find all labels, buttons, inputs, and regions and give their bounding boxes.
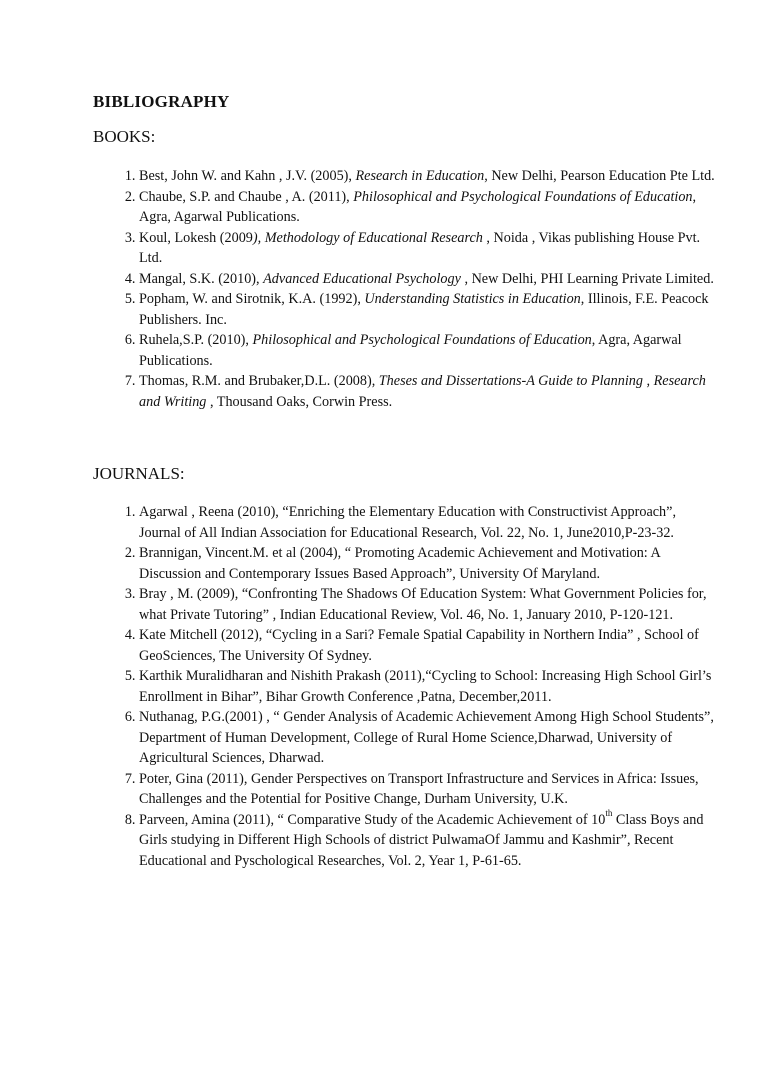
- book-reference-item: [139, 330, 719, 371]
- journal-reference-item: [139, 502, 719, 543]
- reference-text: Chaube, S.P. and Chaube , A. (2011),: [139, 188, 354, 205]
- reference-text: Parveen, Amina (2011), “ Comparative Study of the Academic Achievement of 10: [139, 811, 606, 828]
- journal-reference-item: [139, 807, 719, 872]
- reference-text: , Thousand Oaks, Corwin Press.: [206, 393, 393, 410]
- reference-text: , Agra, Agarwal Publications.: [139, 332, 682, 369]
- book-reference-item: [139, 228, 719, 269]
- journal-reference-item: [139, 625, 719, 666]
- reference-title: Understanding Statistics in Education: [364, 291, 581, 307]
- reference-text: Mangal, S.K. (2010),: [139, 270, 264, 287]
- book-reference-item: [139, 289, 719, 330]
- reference-text: , New Delhi, PHI Learning Private Limited.: [460, 270, 714, 287]
- reference-text: , Agra, Agarwal Publications.: [139, 188, 697, 225]
- reference-title: Theses and Dissertations-A Guide to Planning , Research and Writing: [139, 373, 706, 410]
- book-reference-item: [139, 371, 719, 412]
- reference-title: Philosophical and Psychological Foundations of Education: [353, 188, 693, 205]
- journal-reference-item: [139, 584, 719, 625]
- books-list: [93, 166, 719, 412]
- journal-reference-item: [139, 543, 719, 584]
- reference-text: Popham, W. and Sirotnik, K.A. (1992),: [139, 291, 365, 307]
- reference-title: Research in Education: [355, 168, 485, 184]
- reference-text: Brannigan, Vincent.M. et al (2004), “ Promoting Academic Achievement and Motivation: A Discussion and Contemporary Issues Based Approach”, University Of Maryland.: [139, 545, 660, 582]
- journals-list: [93, 502, 719, 871]
- reference-text: Nuthanag, P.G.(2001) , “ Gender Analysis of Academic Achievement Among High School Students”, Department of Human Development, College of Rural Home Science,Dharwad, University of Agricultural Sciences, Dharwad.: [139, 709, 714, 766]
- book-reference-item: [139, 187, 719, 228]
- reference-text: , Illinois, F.E. Peacock Publishers. Inc.: [139, 291, 709, 328]
- journal-reference-item: [139, 707, 719, 769]
- reference-text: , Noida , Vikas publishing House Pvt. Ltd.: [139, 229, 701, 266]
- reference-text: Thomas, R.M. and Brubaker,D.L. (2008),: [139, 373, 379, 389]
- reference-title: Philosophical and Psychological Foundations of Education: [252, 332, 592, 348]
- reference-text: Class Boys and Girls studying in Different High Schools of district PulwamaOf Jammu and Kashmir”, Recent Educational and Pyschological Researches, Vol. 2, Year 1, P-61-65.: [139, 811, 704, 869]
- superscript: th: [605, 807, 613, 818]
- book-reference-item: [139, 166, 719, 187]
- journal-reference-item: [139, 666, 719, 707]
- reference-text: Best, John W. and Kahn , J.V. (2005),: [139, 168, 356, 184]
- journals-section-title: JOURNALS:: [93, 464, 185, 483]
- reference-text: Koul, Lokesh (2009: [139, 229, 253, 246]
- reference-text: Agarwal , Reena (2010), “Enriching the Elementary Education with Constructivist Approach”, Journal of All Indian Association for Educational Research, Vol. 22, No. 1, June2010,P-23-32.: [139, 504, 676, 541]
- reference-text: Poter, Gina (2011), Gender Perspectives on Transport Infrastructure and Services in Africa: Issues, Challenges and the Potential for Positive Change, Durham University, U.K.: [139, 770, 699, 807]
- reference-title: ), Methodology of Educational Research: [252, 229, 483, 246]
- reference-text: Bray , M. (2009), “Confronting The Shadows Of Education System: What Government Policies for, what Private Tutoring” , Indian Educational Review, Vol. 46, No. 1, January 2010, P-120-121.: [139, 586, 707, 623]
- reference-text: Kate Mitchell (2012), “Cycling in a Sari? Female Spatial Capability in Northern India” , School of GeoSciences, The University Of Sydney.: [139, 627, 699, 664]
- reference-text: Karthik Muralidharan and Nishith Prakash (2011),“Cycling to School: Increasing High School Girl’s Enrollment in Bihar”, Bihar Growth Conference ,Patna, December,2011.: [139, 668, 712, 705]
- journal-reference-item: [139, 769, 719, 810]
- book-reference-item: [139, 269, 719, 290]
- reference-title: Advanced Educational Psychology: [263, 270, 461, 287]
- page-title: BIBLIOGRAPHY: [93, 92, 230, 111]
- reference-text: Ruhela,S.P. (2010),: [139, 332, 253, 348]
- reference-text: , New Delhi, Pearson Education Pte Ltd.: [484, 168, 715, 184]
- books-section-title: BOOKS:: [93, 127, 156, 146]
